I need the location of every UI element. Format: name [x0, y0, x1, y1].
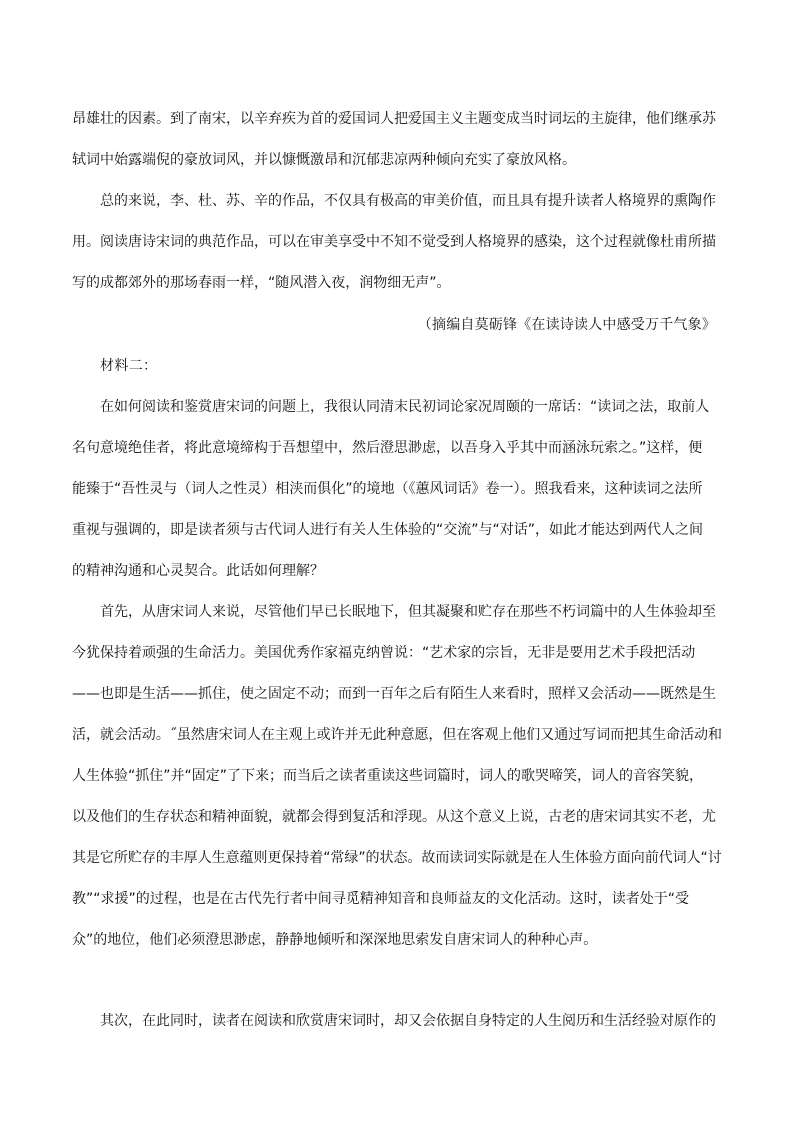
paragraph-line: 其是它所贮存的丰厚人生意蕴则更保持着“常绿”的状态。故而读词实际就是在人生体验方面向前代词人“讨: [72, 850, 722, 866]
paragraph-line: 写的成都郊外的那场春雨一样，“随风潜入夜，润物细无声”。: [72, 275, 451, 291]
paragraph-line: 教”“求援”的过程，也是在古代先行者中间寻觅精神知音和良师益友的文化活动。这时，读者处于“受: [72, 891, 690, 907]
paragraph-line: 活，就会活动。˝虽然唐宋词人在主观上或许并无此种意愿，但在客观上他们又通过写词而把其生命活动和: [72, 727, 722, 743]
paragraph-line: 众”的地位，他们必须澄思渺虑，静静地倾听和深深地思索发自唐宋词人的种种心声。: [72, 932, 598, 948]
paragraph-line: 首先，从唐宋词人来说，尽管他们早已长眠地下，但其凝聚和贮存在那些不朽词篇中的人生体验却至: [100, 604, 716, 620]
paragraph-line: 总的来说，李、杜、苏、辛的作品，不仅具有极高的审美价值，而且具有提升读者人格境界的熏陶作: [100, 193, 716, 209]
paragraph-line: 昂雄壮的因素。到了南宋，以辛弃疾为首的爱国词人把爱国主义主题变成当时词坛的主旋律，他们继承苏: [72, 111, 716, 127]
paragraph-line: 能臻于“吾性灵与（词人之性灵）相浃而俱化”的境地（《蕙风词话》卷一）。照我看来，这种读词之法所: [72, 481, 703, 497]
paragraph-line: 今犹保持着顽强的生命活力。美国优秀作家福克纳曾说：“艺术家的宗旨，无非是要用艺术手段把活动: [72, 645, 696, 661]
paragraph-line: 人生体验“抓住”并“固定”了下来；而当后之读者重读这些词篇时，词人的歌哭啼笑，词人的音容笑貌，: [72, 768, 704, 784]
paragraph-line: 以及他们的生存状态和精神面貌，就都会得到复活和浮现。从这个意义上说，古老的唐宋词其实不老，尤: [72, 809, 716, 825]
paragraph-line: 在如何阅读和鉴赏唐宋词的问题上，我很认同清末民初词论家况周颐的一席话：“读词之法，取前人: [100, 399, 710, 415]
paragraph-line: 重视与强调的，即是读者须与古代词人进行有关人生体验的“交流”与“对话”，如此才能达到两代人之间: [72, 522, 704, 538]
paragraph-line: 用。阅读唐诗宋词的典范作品，可以在审美享受中不知不觉受到人格境界的感染，这个过程就像杜甫所描: [72, 234, 716, 250]
source-citation: （摘编自莫砺锋《在读诗读人中感受万千气象》: [417, 317, 716, 333]
paragraph-line: 的精神沟通和心灵契合。此话如何理解？: [72, 563, 324, 579]
paragraph-line: 其次，在此同时，读者在阅读和欣赏唐宋词时，却又会依据自身特定的人生阅历和生活经验对原作的: [100, 1013, 716, 1029]
section-heading: 材料二：: [100, 358, 158, 374]
paragraph-line: 轼词中始露端倪的豪放词风，并以慷慨激昂和沉郁悲凉两种倾向充实了豪放风格。: [72, 152, 576, 168]
paragraph-line: 名句意境绝佳者，将此意境缔构于吾想望中，然后澄思渺虑，以吾身入乎其中而涵泳玩索之。”这样，便: [72, 440, 703, 456]
paragraph-line: ——也即是生活——抓住，使之固定不动；而到一百年之后有陌生人来看时，照样又会活动——既然是生: [72, 686, 716, 702]
